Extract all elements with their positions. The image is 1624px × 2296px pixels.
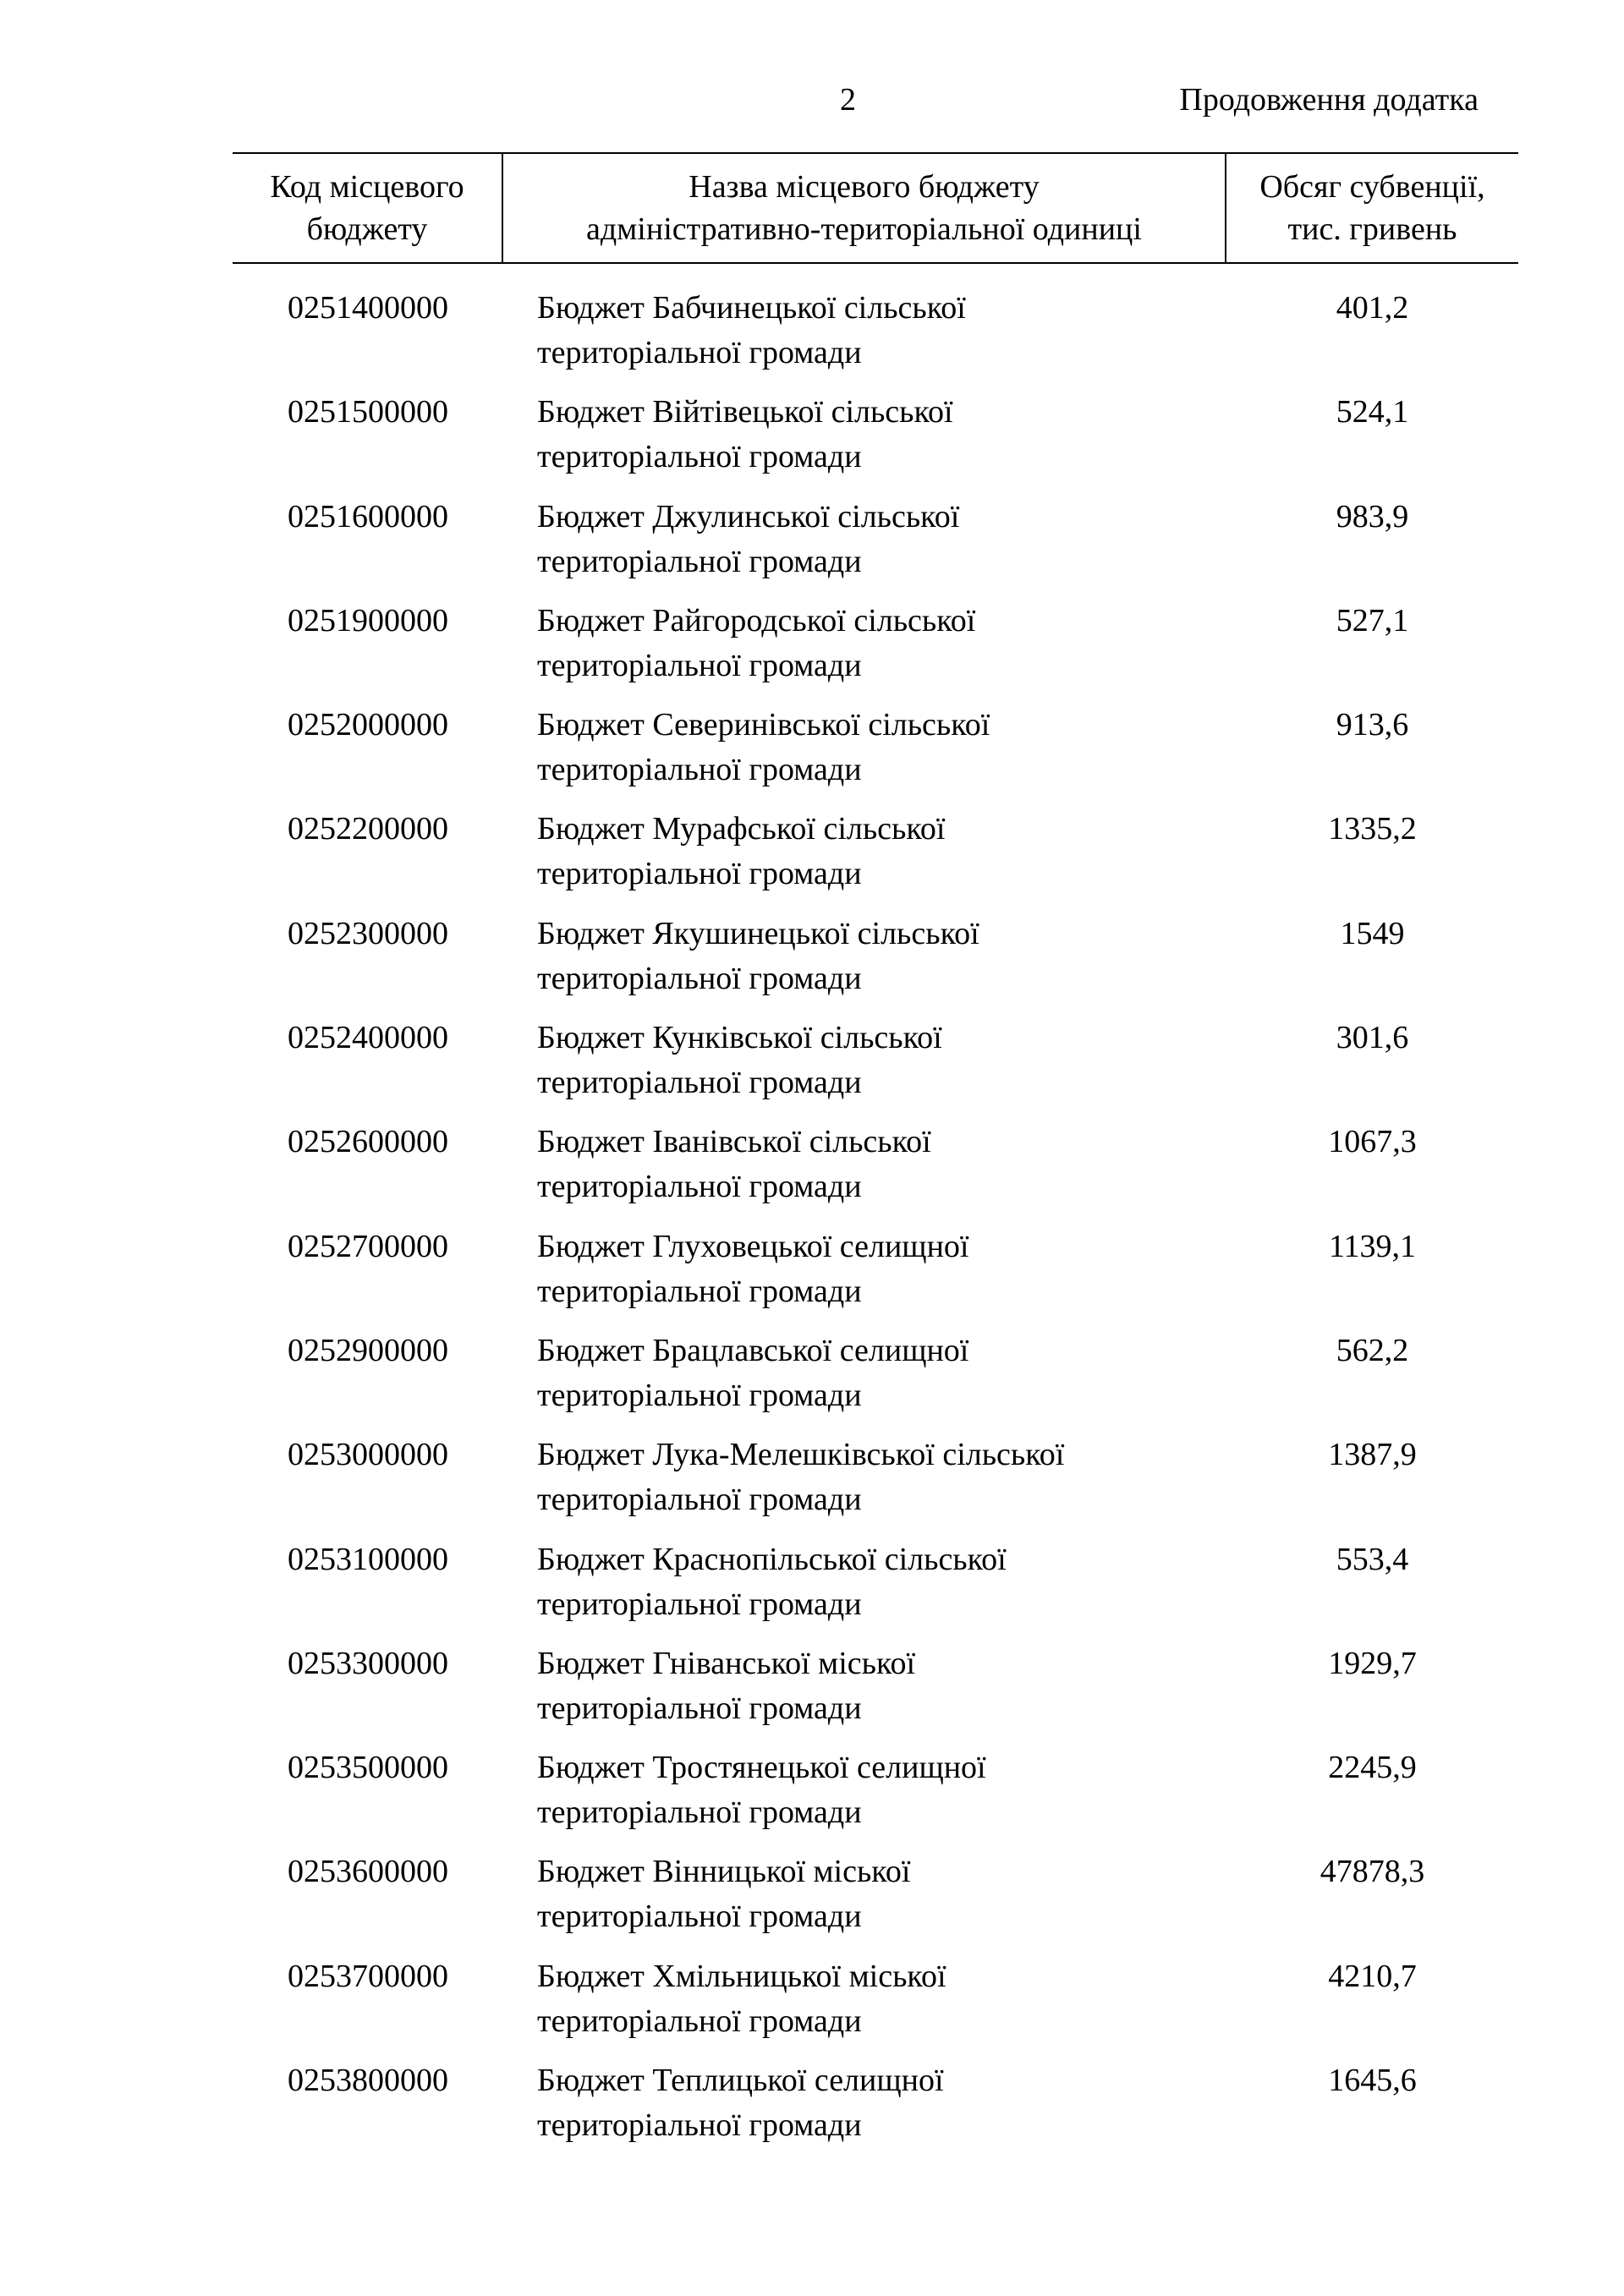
subsidy-amount: 401,2	[1336, 290, 1409, 326]
budget-name-line2: територіальної громади	[537, 439, 862, 475]
subsidy-amount: 913,6	[1336, 707, 1409, 743]
table-row	[233, 1532, 1518, 1636]
budget-name-line2: територіальної громади	[537, 752, 862, 788]
subsidy-amount: 1929,7	[1328, 1645, 1417, 1681]
subsidy-amount: 47878,3	[1320, 1854, 1425, 1890]
budget-name-line1: Бюджет Мурафської сільської	[537, 811, 946, 847]
table-header	[233, 152, 1518, 264]
table-row	[233, 385, 1518, 489]
header-name: Назва місцевого бюджету адміністративно-територіальної одиниці	[503, 154, 1226, 262]
table-row	[233, 802, 1518, 906]
budget-name-line1: Бюджет Тростянецької селищної	[537, 1750, 986, 1786]
budget-name-line1: Бюджет Іванівської сільської	[537, 1124, 931, 1160]
subsidy-table	[233, 152, 1518, 2157]
budget-code: 0253100000	[288, 1541, 448, 1577]
subsidy-amount: 553,4	[1336, 1541, 1409, 1577]
budget-code: 0253300000	[288, 1645, 448, 1681]
budget-name-line1: Бюджет Якушинецької сільської	[537, 915, 979, 951]
table-row	[233, 1844, 1518, 1948]
budget-name-line2: територіальної громади	[537, 543, 862, 579]
budget-code: 0252600000	[288, 1124, 448, 1160]
budget-name	[503, 802, 1226, 906]
subsidy-amount: 1549	[1340, 915, 1405, 951]
budget-name-line1: Бюджет Хмільницької міської	[537, 1958, 946, 1994]
table-row	[233, 1011, 1518, 1115]
budget-name-line1: Бюджет Теплицької селищної	[537, 2063, 944, 2099]
budget-name	[503, 698, 1226, 802]
budget-code: 0253800000	[288, 2063, 448, 2099]
budget-code: 0251900000	[288, 602, 448, 638]
subsidy-amount: 524,1	[1336, 394, 1409, 430]
budget-name-line2: територіальної громади	[537, 960, 862, 996]
subsidy-amount: 1067,3	[1328, 1124, 1417, 1160]
budget-name-line2: територіальної громади	[537, 1377, 862, 1413]
header-amount: Обсяг субвенції, тис. гривень	[1259, 169, 1485, 247]
budget-name	[503, 1844, 1226, 1948]
budget-name-line1: Бюджет Війтівецької сільської	[537, 394, 953, 430]
table-row	[233, 698, 1518, 802]
budget-name-line1: Бюджет Гніванської міської	[537, 1645, 916, 1681]
budget-name	[503, 594, 1226, 698]
subsidy-amount: 983,9	[1336, 498, 1409, 534]
budget-name-line2: територіальної громади	[537, 1899, 862, 1935]
table-row	[233, 907, 1518, 1011]
budget-name-line2: територіальної громади	[537, 1795, 862, 1831]
budget-code: 0251500000	[288, 394, 448, 430]
table-row	[233, 1636, 1518, 1740]
budget-name-line1: Бюджет Брацлавської селищної	[537, 1332, 969, 1368]
budget-code: 0251400000	[288, 290, 448, 326]
budget-name	[503, 1532, 1226, 1636]
budget-name-line2: територіальної громади	[537, 1273, 862, 1309]
table-row	[233, 594, 1518, 698]
budget-name	[503, 1011, 1226, 1115]
budget-code: 0252200000	[288, 811, 448, 847]
table-row	[233, 1115, 1518, 1219]
budget-code: 0252400000	[288, 1020, 448, 1056]
budget-name	[503, 281, 1226, 385]
subsidy-amount: 562,2	[1336, 1332, 1409, 1368]
budget-name-line2: територіальної громади	[537, 1065, 862, 1101]
header-code: Код місцевого бюджету	[233, 154, 503, 262]
budget-name-line2: територіальної громади	[537, 1586, 862, 1622]
budget-code: 0253000000	[288, 1437, 448, 1473]
subsidy-amount: 527,1	[1336, 602, 1409, 638]
budget-code: 0252300000	[288, 915, 448, 951]
subsidy-amount: 1645,6	[1328, 2063, 1417, 2099]
table-row	[233, 1219, 1518, 1323]
subsidy-amount: 4210,7	[1328, 1958, 1417, 1994]
budget-name	[503, 1427, 1226, 1532]
table-row	[233, 1323, 1518, 1427]
budget-name-line2: територіальної громади	[537, 2107, 862, 2144]
budget-code: 0253700000	[288, 1958, 448, 1994]
subsidy-amount: 301,6	[1336, 1020, 1409, 1056]
table-row	[233, 1740, 1518, 1844]
budget-name-line1: Бюджет Кунківської сільської	[537, 1020, 942, 1056]
table-row	[233, 1427, 1518, 1532]
table-body	[233, 264, 1518, 2157]
budget-name-line2: територіальної громади	[537, 2003, 862, 2039]
budget-name-line1: Бюджет Джулинської сільської	[537, 498, 960, 534]
budget-name-line2: територіальної громади	[537, 1169, 862, 1205]
table-row	[233, 281, 1518, 385]
budget-name-line1: Бюджет Глуховецької селищної	[537, 1228, 969, 1264]
budget-code: 0251600000	[288, 498, 448, 534]
budget-name	[503, 385, 1226, 489]
budget-name-line2: територіальної громади	[537, 335, 862, 370]
subsidy-amount: 1387,9	[1328, 1437, 1417, 1473]
subsidy-amount: 2245,9	[1328, 1750, 1417, 1786]
budget-name	[503, 1115, 1226, 1219]
budget-name	[503, 1219, 1226, 1323]
budget-name	[503, 1636, 1226, 1740]
continuation-label: Продовження додатка	[1179, 82, 1479, 118]
budget-code: 0252700000	[288, 1228, 448, 1264]
subsidy-amount: 1335,2	[1328, 811, 1417, 847]
budget-name-line1: Бюджет Бабчинецької сільської	[537, 290, 966, 326]
table-row	[233, 1949, 1518, 2053]
budget-name-line1: Бюджет Краснопільської сільської	[537, 1541, 1007, 1577]
budget-name-line2: територіальної громади	[537, 647, 862, 683]
budget-name	[503, 1949, 1226, 2053]
budget-name-line2: територіальної громади	[537, 1482, 862, 1518]
budget-code: 0252000000	[288, 707, 448, 743]
budget-name-line1: Бюджет Райгородської сільської	[537, 602, 976, 638]
subsidy-amount: 1139,1	[1328, 1228, 1417, 1264]
budget-code: 0253500000	[288, 1750, 448, 1786]
budget-name-line1: Бюджет Вінницької міської	[537, 1854, 911, 1890]
budget-name-line1: Бюджет Лука-Мелешківської сільської	[537, 1437, 1065, 1473]
budget-name	[503, 1740, 1226, 1844]
table-row	[233, 490, 1518, 594]
table-row	[233, 2053, 1518, 2157]
budget-name-line2: територіальної громади	[537, 856, 862, 892]
budget-name-line2: територіальної громади	[537, 1690, 862, 1726]
budget-code: 0253600000	[288, 1854, 448, 1890]
budget-name	[503, 2053, 1226, 2157]
budget-name	[503, 490, 1226, 594]
budget-code: 0252900000	[288, 1332, 448, 1368]
page-number: 2	[840, 82, 856, 118]
budget-name	[503, 907, 1226, 1011]
budget-name-line1: Бюджет Северинівської сільської	[537, 707, 990, 743]
budget-name	[503, 1323, 1226, 1427]
